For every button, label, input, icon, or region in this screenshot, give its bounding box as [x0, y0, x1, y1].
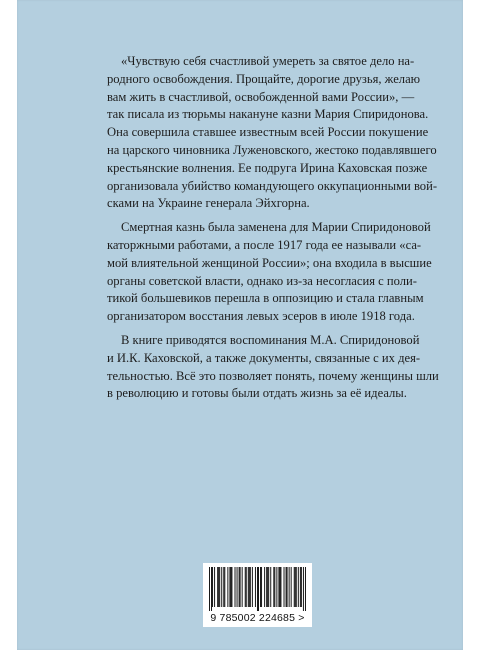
- barcode-bar: [270, 567, 271, 607]
- text-line: Смертная казнь была заменена для Марии Спиридоновой: [121, 220, 431, 235]
- isbn-number: 9 785002 224685 >: [210, 612, 305, 624]
- isbn-barcode: [203, 563, 312, 627]
- barcode-bar: [240, 567, 241, 607]
- barcode-bar: [229, 567, 230, 607]
- barcode-bar: [223, 567, 224, 607]
- barcode-bar: [255, 567, 256, 607]
- barcode-bar: [287, 567, 288, 607]
- barcode-bar: [214, 567, 215, 607]
- paragraph-2: [107, 219, 432, 326]
- barcode-bar: [276, 567, 277, 607]
- barcode-bar: [274, 567, 275, 607]
- barcode-bar: [231, 567, 232, 607]
- barcode-bar: [278, 567, 279, 607]
- barcode-bar: [249, 567, 250, 607]
- barcode-bar: [286, 567, 287, 607]
- annotation-text: [107, 53, 439, 409]
- text-line: в революцию и готовы были отдать жизнь за её идеалы.: [107, 386, 407, 401]
- barcode-bar: [209, 567, 210, 611]
- barcode-bar: [280, 567, 281, 607]
- barcode-bar: [289, 567, 290, 607]
- barcode-bar: [211, 567, 212, 611]
- barcode-bar: [260, 567, 261, 607]
- text-line: «Чувствую себя счастливой умереть за святое дело на-: [121, 54, 415, 68]
- text-line: родного освобождения. Прощайте, дорогие друзья, желаю: [107, 71, 421, 86]
- barcode-bar: [218, 567, 219, 607]
- text-line: Она совершила ставшее известным всей России покушение: [107, 125, 429, 140]
- text-line: крестьянские волнения. Ее подруга Ирина Каховская позже: [107, 160, 428, 175]
- text-line: тельностью. Всё это позволяет понять, почему женщины шли: [107, 368, 439, 383]
- barcode-bar: [235, 567, 236, 607]
- barcode-bar: [224, 567, 225, 607]
- barcode-bar: [230, 567, 231, 607]
- barcode-bar: [257, 567, 258, 611]
- barcode-bar: [273, 567, 274, 607]
- text-line: на царского чиновника Луженовского, жестоко подавлявшего: [107, 142, 437, 157]
- text-line: каторжными работами, а после 1917 года ее называли «са-: [107, 237, 422, 252]
- barcode-bar: [268, 567, 269, 607]
- barcode-bar: [266, 567, 267, 607]
- text-line: организатором восстания левых эсеров в июле 1918 года.: [107, 309, 415, 324]
- text-line: мой влиятельной женщиной России»; она входила в высшие: [107, 255, 432, 270]
- barcode-bar: [250, 567, 251, 607]
- text-line: В книге приводятся воспоминания М.А. Спиридоновой: [121, 332, 420, 347]
- barcode-bar: [305, 567, 306, 611]
- barcode-bar: [279, 567, 280, 607]
- barcode-bar: [261, 567, 262, 607]
- barcode-bar: [227, 567, 228, 607]
- text-line: тикой большевиков перешла в оппозицию и стала главным: [107, 291, 424, 306]
- paragraph-1: [107, 53, 438, 213]
- barcode-bar: [252, 567, 253, 607]
- barcode-bar: [295, 567, 296, 607]
- barcode-bar: [221, 567, 222, 607]
- paragraph-3: [107, 332, 439, 403]
- barcode-bar: [291, 567, 292, 607]
- text-line: так писала из тюрьмы накануне казни Мария Спиридонова.: [107, 107, 429, 122]
- barcode-bar: [298, 567, 299, 607]
- barcode-bar: [242, 567, 243, 607]
- barcode-bar: [284, 567, 285, 607]
- barcode-bar: [267, 567, 268, 607]
- text-line: вам жить в счастливой, освобожденной вами России», —: [107, 89, 415, 104]
- barcode-bar: [303, 567, 304, 611]
- barcode-bar: [300, 567, 301, 607]
- barcode-bar: [245, 567, 246, 607]
- barcode-bar: [301, 567, 302, 607]
- text-line: организовала убийство командующего оккупационными вой-: [107, 178, 438, 193]
- barcode-bar: [219, 567, 220, 607]
- book-back-cover: [17, 0, 463, 650]
- barcode-bar: [239, 567, 240, 607]
- barcode-bar: [294, 567, 295, 607]
- barcode-bar: [246, 567, 247, 607]
- text-line: сками на Украине генерала Эйхгорна.: [107, 196, 310, 211]
- barcode-bar: [258, 567, 259, 611]
- barcode-bar: [296, 567, 297, 607]
- barcode-bar: [237, 567, 238, 607]
- barcode-bars-icon: [209, 567, 306, 611]
- text-line: и И.К. Каховской, а также документы, связанные с их дея-: [107, 350, 421, 365]
- barcode-bar: [212, 567, 213, 607]
- barcode-bar: [264, 567, 265, 607]
- barcode-bar: [248, 567, 249, 607]
- barcode-bar: [217, 567, 218, 607]
- text-line: органы советской власти, однако из-за несогласия с поли-: [107, 273, 417, 288]
